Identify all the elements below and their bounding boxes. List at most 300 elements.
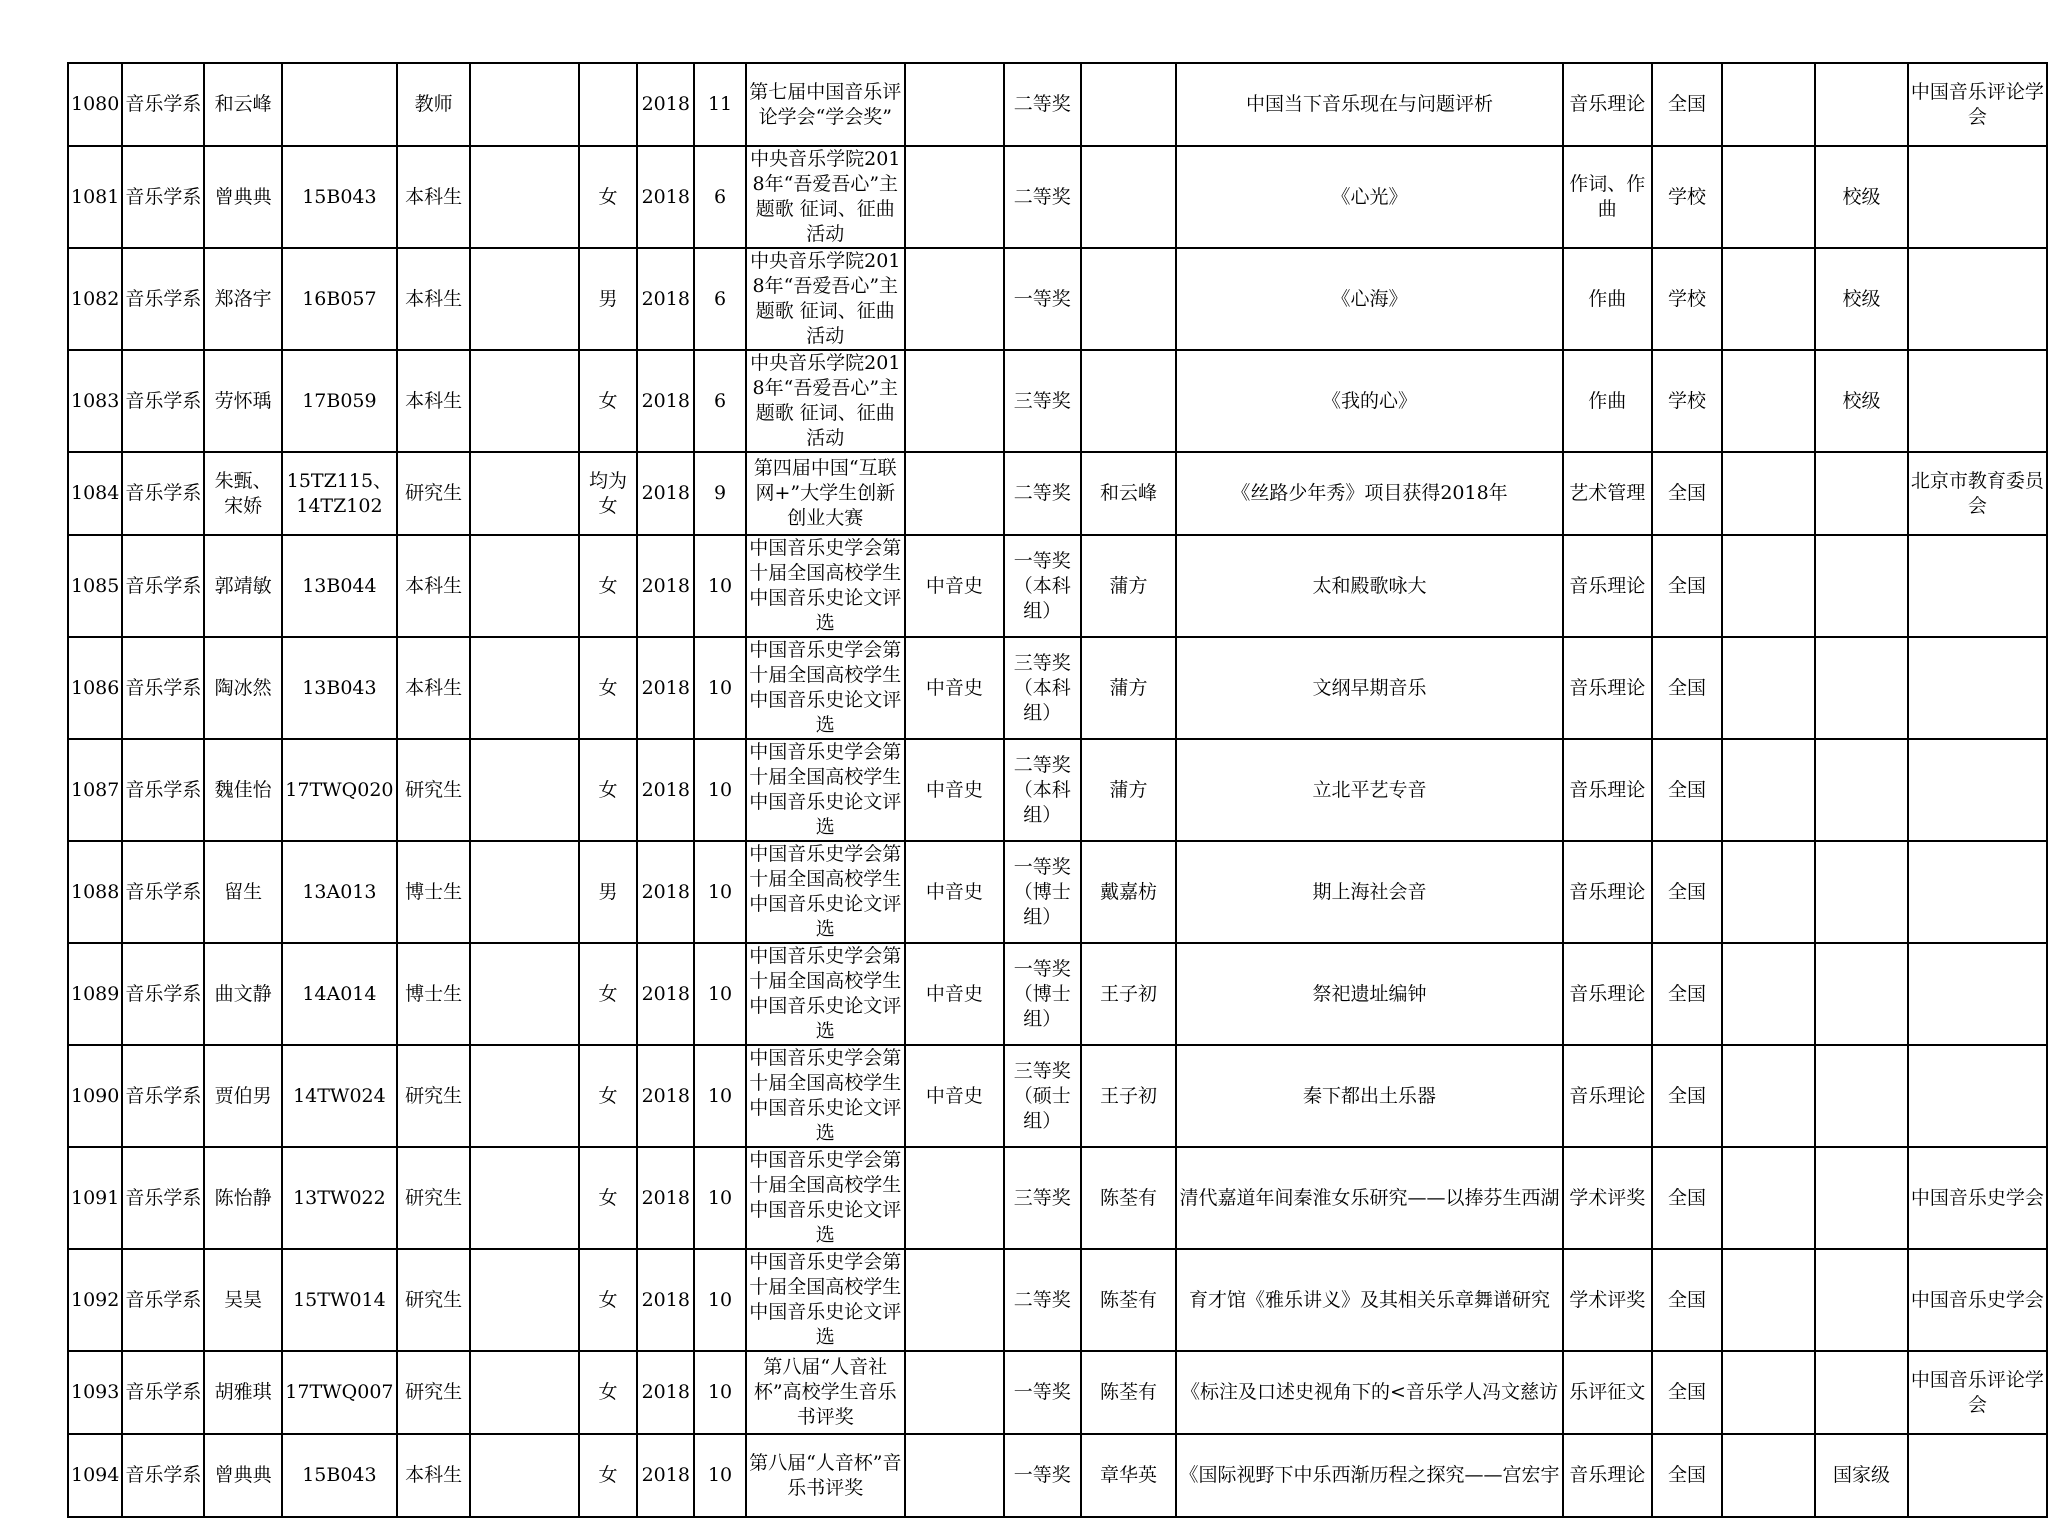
cell-c16 <box>1722 248 1815 350</box>
cell-c5 <box>470 1351 579 1434</box>
cell-c5 <box>470 739 579 841</box>
table-row <box>68 1249 2047 1351</box>
table-row <box>68 248 2047 350</box>
cell-c16 <box>1722 146 1815 248</box>
cell-name: 和云峰 <box>204 63 281 146</box>
cell-category: 博士生 <box>397 841 470 943</box>
cell-category: 本科生 <box>397 248 470 350</box>
cell-grade <box>1815 1249 1908 1351</box>
cell-field: 音乐理论 <box>1563 637 1653 739</box>
cell-level: 学校 <box>1652 248 1722 350</box>
table-row <box>68 739 2047 841</box>
cell-gender: 均为女 <box>579 452 637 535</box>
table-row <box>68 1045 2047 1147</box>
cell-name: 留生 <box>204 841 281 943</box>
cell-id: 1090 <box>68 1045 122 1147</box>
cell-department: 音乐学系 <box>122 63 204 146</box>
cell-student_id: 13B044 <box>282 535 397 637</box>
cell-student_id: 14A014 <box>282 943 397 1045</box>
cell-award: 三等奖 <box>1004 1147 1081 1249</box>
cell-month: 9 <box>694 452 745 535</box>
cell-department: 音乐学系 <box>122 146 204 248</box>
cell-department: 音乐学系 <box>122 452 204 535</box>
cell-category: 研究生 <box>397 1249 470 1351</box>
cell-work: 《丝路少年秀》项目获得2018年 <box>1176 452 1562 535</box>
cell-grade <box>1815 1351 1908 1434</box>
cell-gender: 女 <box>579 535 637 637</box>
cell-field: 音乐理论 <box>1563 1045 1653 1147</box>
cell-advisor <box>1081 63 1177 146</box>
cell-c5 <box>470 350 579 452</box>
cell-competition: 中国音乐史学会第十届全国高校学生中国音乐史论文评选 <box>746 535 905 637</box>
cell-award: 三等奖（硕士组） <box>1004 1045 1081 1147</box>
cell-department: 音乐学系 <box>122 1249 204 1351</box>
cell-field: 音乐理论 <box>1563 1434 1653 1517</box>
cell-organizer: 中国音乐史学会 <box>1908 1147 2047 1249</box>
cell-category: 本科生 <box>397 535 470 637</box>
cell-work: 《心光》 <box>1176 146 1562 248</box>
cell-student_id: 17TWQ007 <box>282 1351 397 1434</box>
cell-c10 <box>905 1351 1004 1434</box>
cell-gender: 女 <box>579 146 637 248</box>
cell-award: 一等奖（博士组） <box>1004 841 1081 943</box>
cell-gender: 女 <box>579 350 637 452</box>
cell-c10 <box>905 1434 1004 1517</box>
cell-organizer: 中国音乐史学会 <box>1908 1249 2047 1351</box>
cell-id: 1083 <box>68 350 122 452</box>
cell-gender: 女 <box>579 1434 637 1517</box>
cell-grade: 校级 <box>1815 146 1908 248</box>
cell-advisor: 陈荃有 <box>1081 1351 1177 1434</box>
cell-c10: 中音史 <box>905 841 1004 943</box>
cell-award: 二等奖 <box>1004 1249 1081 1351</box>
cell-field: 学术评奖 <box>1563 1249 1653 1351</box>
table-row <box>68 1351 2047 1434</box>
cell-department: 音乐学系 <box>122 943 204 1045</box>
cell-level: 学校 <box>1652 350 1722 452</box>
cell-level: 全国 <box>1652 63 1722 146</box>
cell-student_id <box>282 63 397 146</box>
cell-c16 <box>1722 1351 1815 1434</box>
cell-award: 三等奖（本科组） <box>1004 637 1081 739</box>
cell-level: 全国 <box>1652 739 1722 841</box>
cell-month: 6 <box>694 146 745 248</box>
cell-organizer <box>1908 739 2047 841</box>
cell-advisor: 蒲方 <box>1081 637 1177 739</box>
cell-work: 秦下都出土乐器 <box>1176 1045 1562 1147</box>
cell-organizer <box>1908 535 2047 637</box>
cell-field: 学术评奖 <box>1563 1147 1653 1249</box>
cell-award: 二等奖 <box>1004 146 1081 248</box>
cell-name: 郑洛宇 <box>204 248 281 350</box>
cell-organizer <box>1908 350 2047 452</box>
cell-c5 <box>470 63 579 146</box>
cell-category: 研究生 <box>397 452 470 535</box>
cell-grade <box>1815 1147 1908 1249</box>
cell-name: 曾典典 <box>204 146 281 248</box>
cell-year: 2018 <box>637 1045 694 1147</box>
cell-year: 2018 <box>637 146 694 248</box>
cell-grade <box>1815 1045 1908 1147</box>
cell-name: 劳怀瑀 <box>204 350 281 452</box>
cell-c16 <box>1722 841 1815 943</box>
cell-grade <box>1815 452 1908 535</box>
cell-month: 10 <box>694 1434 745 1517</box>
cell-student_id: 16B057 <box>282 248 397 350</box>
cell-gender: 女 <box>579 739 637 841</box>
cell-id: 1081 <box>68 146 122 248</box>
cell-c16 <box>1722 1249 1815 1351</box>
cell-work: 育才馆《雅乐讲义》及其相关乐章舞谱研究 <box>1176 1249 1562 1351</box>
cell-c5 <box>470 1249 579 1351</box>
cell-month: 6 <box>694 248 745 350</box>
cell-department: 音乐学系 <box>122 1147 204 1249</box>
table-row <box>68 63 2047 146</box>
table-row <box>68 841 2047 943</box>
cell-student_id: 13A013 <box>282 841 397 943</box>
cell-month: 10 <box>694 637 745 739</box>
cell-award: 一等奖（本科组） <box>1004 535 1081 637</box>
cell-month: 10 <box>694 739 745 841</box>
cell-advisor <box>1081 350 1177 452</box>
cell-organizer <box>1908 1434 2047 1517</box>
cell-c10: 中音史 <box>905 1045 1004 1147</box>
cell-competition: 中央音乐学院2018年“吾爱吾心”主题歌 征词、征曲活动 <box>746 350 905 452</box>
cell-field: 音乐理论 <box>1563 943 1653 1045</box>
cell-c5 <box>470 535 579 637</box>
cell-work: 《国际视野下中乐西渐历程之探究——宫宏宇 <box>1176 1434 1562 1517</box>
cell-gender: 男 <box>579 841 637 943</box>
cell-grade: 国家级 <box>1815 1434 1908 1517</box>
cell-grade <box>1815 535 1908 637</box>
cell-competition: 中国音乐史学会第十届全国高校学生中国音乐史论文评选 <box>746 637 905 739</box>
cell-year: 2018 <box>637 1434 694 1517</box>
cell-category: 博士生 <box>397 943 470 1045</box>
cell-year: 2018 <box>637 1351 694 1434</box>
cell-field: 音乐理论 <box>1563 739 1653 841</box>
cell-competition: 第七届中国音乐评论学会“学会奖” <box>746 63 905 146</box>
cell-id: 1092 <box>68 1249 122 1351</box>
cell-student_id: 13TW022 <box>282 1147 397 1249</box>
cell-gender: 女 <box>579 1147 637 1249</box>
cell-level: 学校 <box>1652 146 1722 248</box>
cell-field: 音乐理论 <box>1563 63 1653 146</box>
cell-month: 10 <box>694 1045 745 1147</box>
cell-department: 音乐学系 <box>122 1045 204 1147</box>
table-row <box>68 146 2047 248</box>
cell-year: 2018 <box>637 943 694 1045</box>
cell-id: 1084 <box>68 452 122 535</box>
cell-competition: 中国音乐史学会第十届全国高校学生中国音乐史论文评选 <box>746 1045 905 1147</box>
cell-student_id: 13B043 <box>282 637 397 739</box>
cell-month: 10 <box>694 943 745 1045</box>
cell-grade <box>1815 63 1908 146</box>
cell-c10 <box>905 63 1004 146</box>
cell-name: 陈怡静 <box>204 1147 281 1249</box>
cell-award: 一等奖 <box>1004 248 1081 350</box>
cell-category: 研究生 <box>397 1147 470 1249</box>
cell-advisor <box>1081 146 1177 248</box>
cell-grade <box>1815 943 1908 1045</box>
cell-organizer <box>1908 841 2047 943</box>
cell-name: 吴昊 <box>204 1249 281 1351</box>
cell-field: 艺术管理 <box>1563 452 1653 535</box>
cell-advisor: 陈荃有 <box>1081 1249 1177 1351</box>
cell-department: 音乐学系 <box>122 248 204 350</box>
cell-level: 全国 <box>1652 637 1722 739</box>
cell-id: 1088 <box>68 841 122 943</box>
cell-work: 《我的心》 <box>1176 350 1562 452</box>
cell-award: 三等奖 <box>1004 350 1081 452</box>
cell-competition: 中国音乐史学会第十届全国高校学生中国音乐史论文评选 <box>746 739 905 841</box>
cell-name: 曲文静 <box>204 943 281 1045</box>
cell-gender: 女 <box>579 943 637 1045</box>
cell-month: 10 <box>694 535 745 637</box>
cell-year: 2018 <box>637 1249 694 1351</box>
cell-organizer: 北京市教育委员会 <box>1908 452 2047 535</box>
cell-department: 音乐学系 <box>122 350 204 452</box>
cell-id: 1086 <box>68 637 122 739</box>
cell-department: 音乐学系 <box>122 841 204 943</box>
cell-category: 研究生 <box>397 1045 470 1147</box>
cell-level: 全国 <box>1652 452 1722 535</box>
cell-competition: 中央音乐学院2018年“吾爱吾心”主题歌 征词、征曲活动 <box>746 146 905 248</box>
cell-year: 2018 <box>637 452 694 535</box>
cell-field: 音乐理论 <box>1563 535 1653 637</box>
cell-student_id: 15B043 <box>282 146 397 248</box>
award-table <box>67 62 2048 1518</box>
cell-work: 《标注及口述史视角下的<音乐学人冯文慈访 <box>1176 1351 1562 1434</box>
cell-month: 6 <box>694 350 745 452</box>
cell-c16 <box>1722 739 1815 841</box>
cell-advisor: 陈荃有 <box>1081 1147 1177 1249</box>
table-row <box>68 535 2047 637</box>
cell-field: 乐评征文 <box>1563 1351 1653 1434</box>
cell-name: 贾伯男 <box>204 1045 281 1147</box>
table-row <box>68 1434 2047 1517</box>
cell-award: 一等奖 <box>1004 1351 1081 1434</box>
cell-student_id: 14TW024 <box>282 1045 397 1147</box>
cell-organizer <box>1908 146 2047 248</box>
cell-month: 11 <box>694 63 745 146</box>
cell-c5 <box>470 248 579 350</box>
cell-c10 <box>905 1147 1004 1249</box>
cell-advisor: 戴嘉枋 <box>1081 841 1177 943</box>
cell-advisor: 蒲方 <box>1081 535 1177 637</box>
cell-id: 1087 <box>68 739 122 841</box>
cell-advisor: 王子初 <box>1081 943 1177 1045</box>
cell-grade: 校级 <box>1815 350 1908 452</box>
cell-work: 清代嘉道年间秦淮女乐研究——以捧芬生西湖 <box>1176 1147 1562 1249</box>
cell-department: 音乐学系 <box>122 1351 204 1434</box>
cell-gender: 男 <box>579 248 637 350</box>
table-row <box>68 452 2047 535</box>
cell-field: 作词、作曲 <box>1563 146 1653 248</box>
cell-month: 10 <box>694 1147 745 1249</box>
cell-work: 立北平艺专音 <box>1176 739 1562 841</box>
cell-organizer <box>1908 248 2047 350</box>
cell-category: 教师 <box>397 63 470 146</box>
cell-student_id: 17B059 <box>282 350 397 452</box>
cell-advisor: 王子初 <box>1081 1045 1177 1147</box>
cell-category: 研究生 <box>397 1351 470 1434</box>
cell-level: 全国 <box>1652 1434 1722 1517</box>
cell-advisor <box>1081 248 1177 350</box>
cell-student_id: 17TWQ020 <box>282 739 397 841</box>
cell-id: 1093 <box>68 1351 122 1434</box>
cell-c16 <box>1722 1147 1815 1249</box>
cell-id: 1085 <box>68 535 122 637</box>
cell-c16 <box>1722 535 1815 637</box>
cell-award: 二等奖 <box>1004 63 1081 146</box>
cell-level: 全国 <box>1652 841 1722 943</box>
cell-gender <box>579 63 637 146</box>
cell-category: 本科生 <box>397 350 470 452</box>
cell-name: 朱甄、宋娇 <box>204 452 281 535</box>
table-row <box>68 1147 2047 1249</box>
cell-department: 音乐学系 <box>122 1434 204 1517</box>
cell-c16 <box>1722 943 1815 1045</box>
cell-month: 10 <box>694 841 745 943</box>
cell-organizer: 中国音乐评论学会 <box>1908 1351 2047 1434</box>
cell-work: 太和殿歌咏大 <box>1176 535 1562 637</box>
cell-organizer <box>1908 637 2047 739</box>
table-row <box>68 350 2047 452</box>
cell-c16 <box>1722 452 1815 535</box>
cell-department: 音乐学系 <box>122 535 204 637</box>
cell-c5 <box>470 1147 579 1249</box>
cell-c16 <box>1722 1434 1815 1517</box>
cell-c10 <box>905 146 1004 248</box>
cell-department: 音乐学系 <box>122 739 204 841</box>
cell-level: 全国 <box>1652 1147 1722 1249</box>
cell-c5 <box>470 452 579 535</box>
cell-student_id: 15TZ115、14TZ102 <box>282 452 397 535</box>
cell-name: 陶冰然 <box>204 637 281 739</box>
cell-advisor: 章华英 <box>1081 1434 1177 1517</box>
cell-c5 <box>470 637 579 739</box>
cell-field: 作曲 <box>1563 350 1653 452</box>
cell-c10: 中音史 <box>905 943 1004 1045</box>
cell-category: 本科生 <box>397 1434 470 1517</box>
cell-organizer <box>1908 943 2047 1045</box>
cell-c16 <box>1722 63 1815 146</box>
cell-category: 本科生 <box>397 637 470 739</box>
cell-award: 二等奖（本科组） <box>1004 739 1081 841</box>
cell-level: 全国 <box>1652 943 1722 1045</box>
cell-c5 <box>470 841 579 943</box>
cell-year: 2018 <box>637 637 694 739</box>
cell-category: 研究生 <box>397 739 470 841</box>
cell-work: 《心海》 <box>1176 248 1562 350</box>
table-row <box>68 637 2047 739</box>
cell-gender: 女 <box>579 1249 637 1351</box>
cell-award: 一等奖 <box>1004 1434 1081 1517</box>
cell-name: 魏佳怡 <box>204 739 281 841</box>
cell-grade <box>1815 841 1908 943</box>
cell-c10 <box>905 1249 1004 1351</box>
cell-c10 <box>905 350 1004 452</box>
cell-grade: 校级 <box>1815 248 1908 350</box>
cell-competition: 中央音乐学院2018年“吾爱吾心”主题歌 征词、征曲活动 <box>746 248 905 350</box>
cell-c10: 中音史 <box>905 637 1004 739</box>
cell-work: 祭祀遗址编钟 <box>1176 943 1562 1045</box>
cell-competition: 第八届“人音杯”音乐书评奖 <box>746 1434 905 1517</box>
cell-year: 2018 <box>637 248 694 350</box>
cell-name: 胡雅琪 <box>204 1351 281 1434</box>
cell-year: 2018 <box>637 535 694 637</box>
cell-year: 2018 <box>637 63 694 146</box>
cell-name: 曾典典 <box>204 1434 281 1517</box>
cell-c5 <box>470 1434 579 1517</box>
cell-advisor: 蒲方 <box>1081 739 1177 841</box>
cell-competition: 第八届“人音社杯”高校学生音乐书评奖 <box>746 1351 905 1434</box>
cell-gender: 女 <box>579 637 637 739</box>
cell-c10 <box>905 452 1004 535</box>
cell-department: 音乐学系 <box>122 637 204 739</box>
cell-id: 1094 <box>68 1434 122 1517</box>
cell-advisor: 和云峰 <box>1081 452 1177 535</box>
cell-grade <box>1815 739 1908 841</box>
cell-level: 全国 <box>1652 535 1722 637</box>
cell-id: 1082 <box>68 248 122 350</box>
cell-grade <box>1815 637 1908 739</box>
cell-award: 一等奖（博士组） <box>1004 943 1081 1045</box>
cell-award: 二等奖 <box>1004 452 1081 535</box>
cell-competition: 第四届中国“互联网+”大学生创新创业大赛 <box>746 452 905 535</box>
cell-work: 中国当下音乐现在与问题评析 <box>1176 63 1562 146</box>
cell-competition: 中国音乐史学会第十届全国高校学生中国音乐史论文评选 <box>746 841 905 943</box>
cell-c5 <box>470 1045 579 1147</box>
cell-c16 <box>1722 1045 1815 1147</box>
cell-competition: 中国音乐史学会第十届全国高校学生中国音乐史论文评选 <box>746 1249 905 1351</box>
cell-c10: 中音史 <box>905 535 1004 637</box>
cell-field: 作曲 <box>1563 248 1653 350</box>
cell-student_id: 15B043 <box>282 1434 397 1517</box>
cell-gender: 女 <box>579 1045 637 1147</box>
cell-year: 2018 <box>637 841 694 943</box>
cell-field: 音乐理论 <box>1563 841 1653 943</box>
cell-student_id: 15TW014 <box>282 1249 397 1351</box>
cell-organizer: 中国音乐评论学会 <box>1908 63 2047 146</box>
cell-month: 10 <box>694 1249 745 1351</box>
cell-c10: 中音史 <box>905 739 1004 841</box>
cell-category: 本科生 <box>397 146 470 248</box>
cell-work: 文纲早期音乐 <box>1176 637 1562 739</box>
cell-c10 <box>905 248 1004 350</box>
cell-id: 1091 <box>68 1147 122 1249</box>
cell-month: 10 <box>694 1351 745 1434</box>
cell-gender: 女 <box>579 1351 637 1434</box>
cell-id: 1089 <box>68 943 122 1045</box>
cell-c16 <box>1722 350 1815 452</box>
cell-year: 2018 <box>637 739 694 841</box>
cell-c5 <box>470 943 579 1045</box>
table-row <box>68 943 2047 1045</box>
cell-level: 全国 <box>1652 1351 1722 1434</box>
cell-competition: 中国音乐史学会第十届全国高校学生中国音乐史论文评选 <box>746 1147 905 1249</box>
cell-c16 <box>1722 637 1815 739</box>
cell-c5 <box>470 146 579 248</box>
cell-name: 郭靖敏 <box>204 535 281 637</box>
cell-id: 1080 <box>68 63 122 146</box>
cell-level: 全国 <box>1652 1249 1722 1351</box>
cell-organizer <box>1908 1045 2047 1147</box>
cell-year: 2018 <box>637 1147 694 1249</box>
cell-year: 2018 <box>637 350 694 452</box>
cell-level: 全国 <box>1652 1045 1722 1147</box>
cell-work: 期上海社会音 <box>1176 841 1562 943</box>
